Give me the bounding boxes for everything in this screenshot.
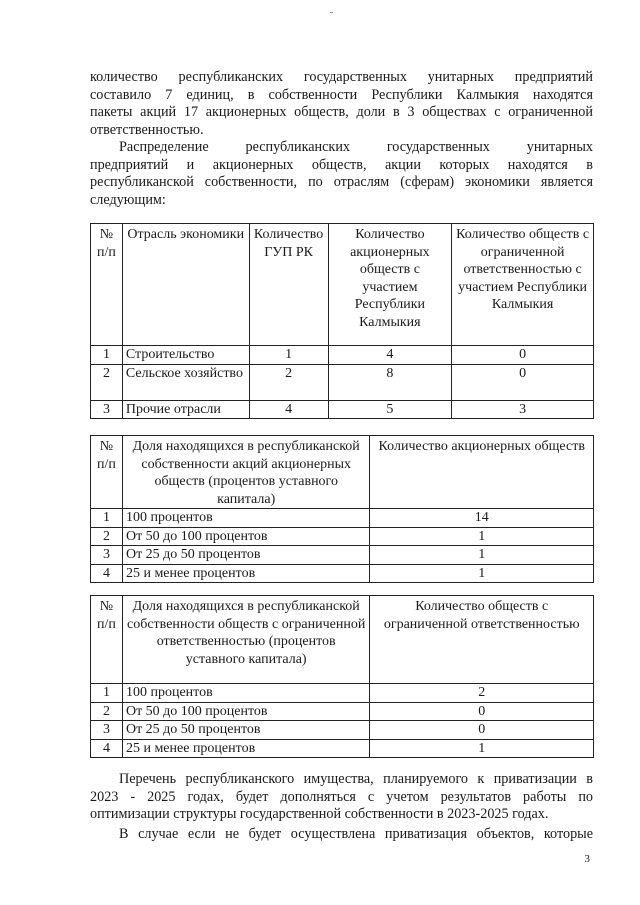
col-header-share: Доля находящихся в республиканской собственности акций акционерных обществ (процентов уставного капитала)	[122, 436, 370, 509]
ooo-count: 3	[452, 400, 594, 419]
row-number: 3	[91, 400, 123, 419]
text-line: следующим:	[90, 191, 166, 208]
text-line: Перечень республиканского имущества, планируемого к приватизации в	[119, 771, 593, 787]
ao-count: 5	[328, 400, 452, 419]
table-row	[91, 702, 594, 721]
text-line: составило 7 единиц, в собственности Республики Калмыкия находятся	[90, 86, 593, 103]
col-header-ao-count: Количество акционерных обществ	[370, 436, 594, 509]
col-header-share: Доля находящихся в республиканской собственности обществ с ограниченной ответственностью (процентов уставного капитала)	[122, 596, 369, 684]
text-line: 2023 - 2025 годах, будет дополняться с учетом результатов работы по	[90, 788, 593, 805]
row-number: 1	[91, 346, 123, 365]
intro-paragraph	[90, 69, 593, 139]
gup-count: 4	[249, 400, 328, 419]
table-row	[91, 684, 594, 703]
share-range: 100 процентов	[122, 509, 370, 528]
col-header-ooo-count: Количество обществ с ограниченной ответственностью с участием Республики Калмыкия	[452, 224, 594, 346]
row-number: 2	[91, 364, 123, 400]
ao-count: 1	[370, 546, 594, 565]
row-number: 4	[91, 564, 123, 583]
share-range: От 25 до 50 процентов	[122, 546, 370, 565]
page-number: 3	[584, 853, 590, 865]
table-row	[91, 546, 594, 565]
text-line: предприятий и акционерных обществ, акции которых находятся в	[90, 156, 593, 173]
row-number: 4	[91, 739, 123, 758]
row-number: 3	[91, 721, 123, 740]
text-line: Распределение республиканских государственных унитарных	[119, 139, 593, 155]
table-row	[91, 364, 594, 400]
row-number: 2	[91, 527, 123, 546]
col-header-number: № п/п	[91, 596, 123, 684]
share-range: 25 и менее процентов	[122, 564, 370, 583]
continuation-paragraph	[90, 826, 593, 844]
ao-count: 8	[328, 364, 452, 400]
ooo-count: 0	[452, 346, 594, 365]
ao-count: 1	[370, 564, 594, 583]
share-range: 100 процентов	[122, 684, 369, 703]
closing-paragraph	[90, 771, 593, 824]
table-row	[91, 509, 594, 528]
ao-share-table	[90, 435, 594, 583]
gup-count: 2	[249, 364, 328, 400]
row-number: 3	[91, 546, 123, 565]
table-row	[91, 346, 594, 365]
text-line: оптимизации структуры государственной собственности в 2023-2025 годах.	[90, 806, 549, 823]
row-number: 1	[91, 509, 123, 528]
share-range: От 25 до 50 процентов	[122, 721, 369, 740]
distribution-paragraph	[90, 139, 593, 209]
col-header-industry: Отрасль экономики	[122, 224, 249, 346]
table-row	[91, 739, 594, 758]
gup-count: 1	[249, 346, 328, 365]
col-header-gup-count: Количество ГУП РК	[249, 224, 328, 346]
table-row	[91, 527, 594, 546]
col-header-number: № п/п	[91, 224, 123, 346]
table-row	[91, 721, 594, 740]
ooo-count: 1	[370, 739, 594, 758]
ao-count: 1	[370, 527, 594, 546]
industry-name: Строительство	[122, 346, 249, 365]
text-line: количество республиканских государственных унитарных предприятий	[90, 69, 593, 85]
text-line: республиканской собственности, по отраслям (сферам) экономики является	[90, 174, 593, 191]
text-line: ответственностью.	[90, 121, 204, 138]
industry-name: Сельское хозяйство	[122, 364, 249, 400]
share-range: 25 и менее процентов	[122, 739, 369, 758]
ao-count: 14	[370, 509, 594, 528]
col-header-number: № п/п	[91, 436, 123, 509]
scan-speck	[330, 12, 333, 13]
row-number: 1	[91, 684, 123, 703]
col-header-ao-count: Количество акционерных обществ с участием Республики Калмыкия	[328, 224, 452, 346]
share-range: От 50 до 100 процентов	[122, 702, 369, 721]
ao-count: 4	[328, 346, 452, 365]
row-number: 2	[91, 702, 123, 721]
industry-name: Прочие отрасли	[122, 400, 249, 419]
text-line: В случае если не будет осуществлена приватизация объектов, которые	[119, 826, 593, 842]
ooo-count: 2	[370, 684, 594, 703]
table-row	[91, 400, 594, 419]
industry-table	[90, 223, 594, 419]
ooo-count: 0	[370, 702, 594, 721]
ooo-count: 0	[370, 721, 594, 740]
text-line: пакеты акций 17 акционерных обществ, доли в 3 обществах с ограниченной	[90, 104, 593, 121]
ooo-share-table	[90, 595, 594, 758]
table-row	[91, 564, 594, 583]
share-range: От 50 до 100 процентов	[122, 527, 370, 546]
ooo-count: 0	[452, 364, 594, 400]
col-header-ooo-count: Количество обществ с ограниченной ответственностью	[370, 596, 594, 684]
